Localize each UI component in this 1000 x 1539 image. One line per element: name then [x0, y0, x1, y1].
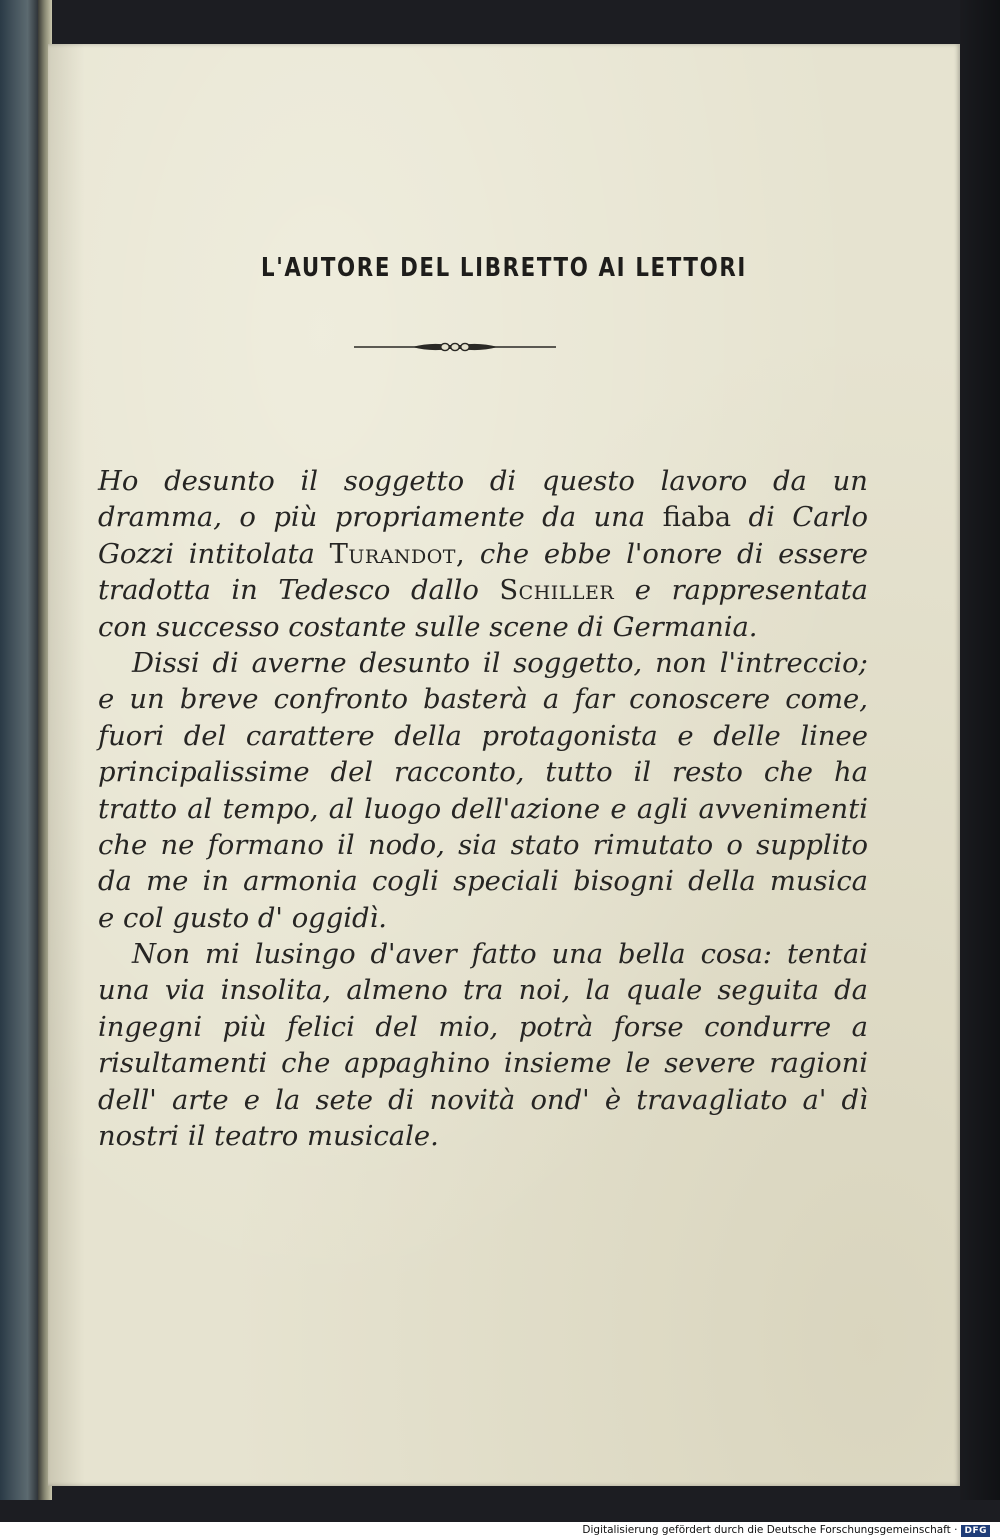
word: fuori — [98, 720, 165, 752]
word: Carlo — [792, 502, 868, 534]
word: felici — [286, 1011, 355, 1043]
text-line — [98, 973, 868, 1009]
word: successo — [156, 611, 280, 643]
word: musica — [769, 866, 868, 898]
word: oggidì. — [291, 902, 388, 934]
word: tradotta — [98, 575, 211, 607]
word: è — [604, 1084, 622, 1116]
word: Turandot, — [329, 538, 466, 570]
text-line — [98, 755, 868, 791]
word: bella — [618, 939, 686, 971]
word: dell'azione — [451, 793, 601, 825]
word: principalissime — [98, 757, 310, 789]
word: basterà — [423, 684, 528, 716]
word: quale — [625, 975, 703, 1007]
word: la — [275, 1084, 301, 1116]
body-text — [98, 464, 868, 1155]
text-line — [98, 828, 868, 864]
word: averne — [251, 647, 347, 679]
text-line — [98, 1046, 868, 1082]
word: sia — [458, 829, 498, 861]
word: tra — [462, 975, 504, 1007]
word: da — [773, 466, 807, 497]
text-line — [98, 500, 868, 536]
word: delle — [713, 720, 781, 752]
word: bisogni — [573, 866, 674, 898]
word: armonia — [243, 866, 358, 898]
word: teatro — [214, 1121, 299, 1153]
word: una — [593, 502, 646, 534]
word: Germania. — [612, 611, 758, 643]
word: non — [655, 647, 707, 679]
word: mi — [205, 939, 240, 971]
word: mio, — [438, 1011, 499, 1043]
word: il — [337, 829, 355, 861]
word: e — [98, 684, 115, 716]
word: a — [851, 1011, 868, 1043]
word: d'aver — [370, 939, 457, 971]
word: una — [98, 975, 150, 1007]
word: travagliato — [636, 1084, 788, 1116]
word: propriamente — [334, 502, 525, 534]
word: ragioni — [769, 1048, 868, 1080]
word: ingegni — [98, 1011, 203, 1043]
word: in — [231, 575, 258, 607]
word: arte — [171, 1084, 229, 1116]
word: desunto — [359, 647, 470, 679]
word: tentai — [786, 939, 868, 971]
word: della — [688, 866, 756, 898]
text-line — [98, 646, 868, 682]
word: un — [832, 466, 868, 497]
word: Gozzi — [98, 538, 174, 570]
word: fatto — [471, 939, 537, 971]
word: nodo, — [367, 829, 445, 861]
word: rappresentata — [671, 575, 868, 607]
word: almeno — [346, 975, 448, 1007]
book-page — [48, 44, 960, 1486]
word: il — [482, 647, 501, 679]
word: al — [328, 793, 354, 825]
word: lavoro — [660, 466, 748, 497]
dfg-logo-icon: DFG — [961, 1525, 990, 1537]
word: l'onore — [626, 538, 723, 570]
word: un — [129, 684, 165, 716]
word: d' — [257, 902, 283, 934]
word: che — [763, 757, 814, 789]
word: dì — [841, 1084, 868, 1116]
text-line — [98, 901, 868, 937]
word: la — [585, 975, 611, 1007]
word: il — [300, 466, 319, 497]
text-line — [98, 610, 868, 646]
word: l'intreccio; — [719, 647, 868, 679]
word: del — [183, 720, 227, 752]
word: o — [239, 502, 256, 534]
word: sulle — [415, 611, 481, 643]
ornament-rule-icon — [352, 338, 558, 356]
word: Non — [132, 939, 191, 971]
word: musicale. — [307, 1121, 439, 1153]
word: come, — [785, 684, 868, 716]
word: forse — [613, 1011, 684, 1043]
word: di — [489, 466, 517, 497]
word: dallo — [410, 575, 479, 607]
word: scene — [489, 611, 569, 643]
word: severe — [664, 1048, 756, 1080]
word: noi, — [518, 975, 571, 1007]
word: ha — [833, 757, 868, 789]
word: le — [625, 1048, 651, 1080]
word: che — [281, 1048, 331, 1080]
word: racconto, — [394, 757, 525, 789]
word: e — [677, 720, 694, 752]
credit-text: Digitalisierung gefördert durch die Deutsche Forschungsgemeinschaft · — [582, 1524, 958, 1536]
word: al — [187, 793, 213, 825]
word: dell' — [98, 1084, 157, 1116]
word: supplito — [756, 829, 868, 861]
word: far — [574, 684, 614, 716]
word: da — [834, 975, 868, 1007]
word: lusingo — [254, 939, 356, 971]
word: cosa: — [700, 939, 773, 971]
word: formano — [207, 829, 324, 861]
word: in — [202, 866, 229, 898]
text-line — [98, 537, 868, 573]
word: a — [542, 684, 560, 716]
text-line — [98, 937, 868, 973]
text-line — [98, 719, 868, 755]
word: con — [98, 611, 148, 643]
word: luogo — [364, 793, 442, 825]
word: gusto — [172, 902, 250, 934]
word: il — [187, 1121, 206, 1153]
word: che — [98, 829, 148, 861]
word: Schiller — [499, 575, 615, 607]
text-line — [98, 864, 868, 900]
word: e — [610, 793, 627, 825]
word: da — [98, 866, 132, 898]
word: e — [634, 575, 651, 607]
book-cover-right — [960, 0, 1000, 1500]
word: di — [388, 1084, 415, 1116]
text-line — [98, 1083, 868, 1119]
word: conoscere — [629, 684, 771, 716]
word: ond' — [530, 1084, 590, 1116]
word: di — [212, 647, 239, 679]
word: nostri — [98, 1121, 180, 1153]
word: fiaba — [662, 502, 732, 534]
word: confronto — [273, 684, 408, 716]
word: ne — [160, 829, 195, 861]
word: essere — [778, 538, 868, 570]
word: risultamenti — [98, 1048, 268, 1080]
word: seguita — [717, 975, 819, 1007]
word: di — [737, 538, 764, 570]
word: carattere — [245, 720, 375, 752]
word: di — [577, 611, 604, 643]
word: resto — [672, 757, 743, 789]
word: Ho — [98, 466, 139, 497]
word: tutto — [545, 757, 613, 789]
word: cogli — [371, 866, 439, 898]
word: a' — [802, 1084, 827, 1116]
word: il — [633, 757, 652, 789]
word: più — [222, 1011, 267, 1043]
word: dramma, — [98, 502, 222, 534]
word: me — [146, 866, 189, 898]
word: soggetto, — [513, 647, 643, 679]
word: Dissi — [132, 647, 200, 679]
word: tempo, — [222, 793, 319, 825]
word: soggetto — [343, 466, 465, 497]
text-line — [98, 682, 868, 718]
word: che — [479, 538, 530, 570]
page-heading: L'AUTORE DEL LIBRETTO AI LETTORI — [260, 253, 748, 283]
word: e — [98, 902, 115, 934]
word: da — [542, 502, 577, 534]
word: insolita, — [220, 975, 332, 1007]
word: sete — [315, 1084, 373, 1116]
word: e — [243, 1084, 260, 1116]
word: una — [551, 939, 604, 971]
word: del — [375, 1011, 418, 1043]
word: speciali — [453, 866, 559, 898]
word: intitolata — [188, 538, 315, 570]
word: stato — [510, 829, 580, 861]
word: questo — [541, 466, 635, 497]
word: col — [122, 902, 164, 934]
text-line — [98, 1010, 868, 1046]
word: desunto — [164, 466, 275, 497]
word: linee — [800, 720, 868, 752]
text-line — [98, 792, 868, 828]
word: condurre — [704, 1011, 832, 1043]
word: novità — [429, 1084, 516, 1116]
text-line — [98, 573, 868, 609]
word: tratto — [98, 793, 177, 825]
word: protagonista — [481, 720, 658, 752]
word: ebbe — [543, 538, 612, 570]
word: del — [330, 757, 374, 789]
word: di — [748, 502, 775, 534]
word: insieme — [503, 1048, 612, 1080]
digitization-credit — [582, 1522, 990, 1539]
text-line — [98, 1119, 868, 1155]
word: avvenimenti — [698, 793, 868, 825]
text-line — [98, 464, 868, 500]
word: breve — [179, 684, 259, 716]
word: potrà — [518, 1011, 594, 1043]
word: della — [394, 720, 462, 752]
word: Tedesco — [278, 575, 391, 607]
word: rimutato — [592, 829, 714, 861]
word: costante — [288, 611, 407, 643]
word: via — [164, 975, 206, 1007]
word: appaghino — [344, 1048, 490, 1080]
word: agli — [636, 793, 689, 825]
word: o — [726, 829, 743, 861]
word: più — [273, 502, 318, 534]
